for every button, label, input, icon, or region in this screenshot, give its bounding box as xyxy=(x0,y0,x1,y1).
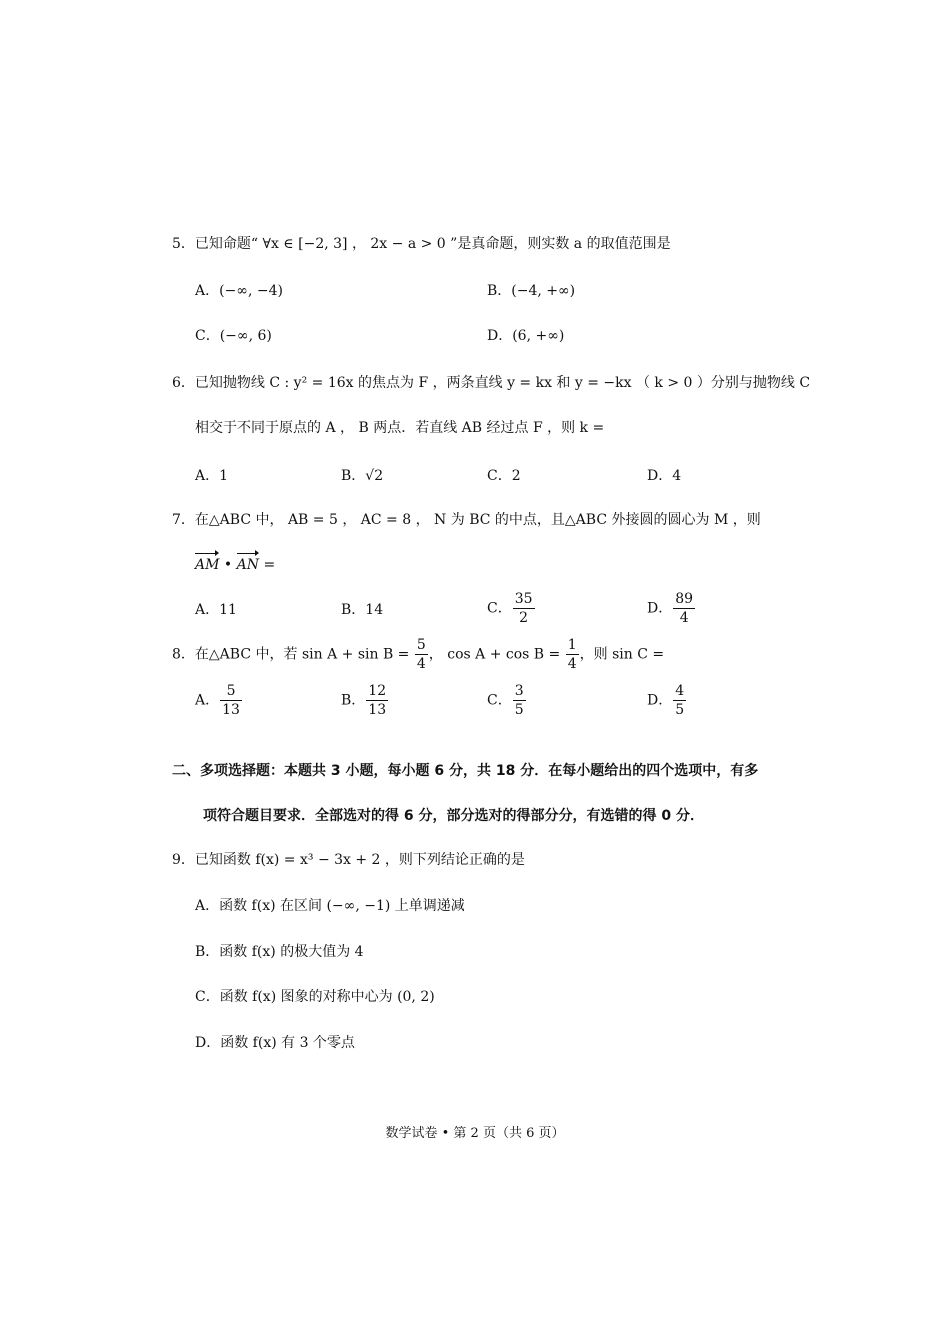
q8-option-d-label: D． xyxy=(647,692,673,709)
equals-sign: = xyxy=(263,557,276,573)
q8-option-d xyxy=(647,682,687,719)
q8-option-a-label: A． xyxy=(195,692,220,709)
q5-option-a: A．(−∞, −4) xyxy=(195,283,283,299)
numerator: 5 xyxy=(220,682,242,701)
denominator: 4 xyxy=(567,656,577,672)
q5-option-c: C．(−∞, 6) xyxy=(195,328,272,344)
q9-option-b: B．函数 f(x) 的极大值为 4 xyxy=(195,944,364,960)
denominator: 5 xyxy=(675,702,685,718)
denominator: 13 xyxy=(368,702,387,718)
q7-stem-line1: 7．在△ABC 中， AB = 5 ， AC = 8 ， N 为 BC 的中点，且△ABC 外接圆的圆心为 M ，则 xyxy=(172,512,761,528)
q8-stem-part-a: 8．在△ABC 中，若 sin A + sin B = xyxy=(172,646,410,663)
numerator: 35 xyxy=(514,591,533,607)
q8-stem xyxy=(172,636,664,673)
q6-option-d: D．4 xyxy=(647,468,682,484)
numerator: 4 xyxy=(675,683,685,699)
vector-an: AN xyxy=(236,557,259,573)
section-2-heading-line2: 项符合题目要求．全部选对的得 6 分，部分选对的得部分分，有选错的得 0 分． xyxy=(203,808,704,824)
q6-stem-line1: 6．已知抛物线 C : y² = 16x 的焦点为 F ，两条直线 y = kx 和 y = −kx （ k > 0 ）分别与抛物线 C xyxy=(172,375,811,391)
q8-fraction-2 xyxy=(566,636,579,673)
q7-option-d xyxy=(647,590,696,627)
numerator: 5 xyxy=(416,637,426,653)
q8-stem-part-c: ，则 sin C = xyxy=(579,646,665,663)
denominator: 4 xyxy=(416,656,426,672)
numerator: 12 xyxy=(368,683,387,699)
dot-operator: • xyxy=(223,557,233,573)
q7-option-a: A．11 xyxy=(195,602,237,618)
q8-option-b xyxy=(341,682,389,719)
numerator: 1 xyxy=(567,637,577,653)
q8-option-b-fraction xyxy=(366,682,388,719)
denominator: 13 xyxy=(222,702,240,718)
q5-stem: 5．已知命题“ ∀x ∈ [−2, 3] ， 2x − a > 0 ”是真命题，则实数 a 的取值范围是 xyxy=(172,236,671,252)
q8-option-c-fraction xyxy=(513,682,526,719)
q9-option-c: C．函数 f(x) 图象的对称中心为 (0, 2) xyxy=(195,989,435,1005)
q7-option-c-fraction xyxy=(513,590,535,627)
q8-fraction-1 xyxy=(415,636,428,673)
q8-option-c xyxy=(487,682,527,719)
denominator: 4 xyxy=(679,610,689,626)
q8-stem-part-b: ， cos A + cos B = xyxy=(428,646,561,663)
q8-option-c-label: C． xyxy=(487,692,512,709)
numerator: 3 xyxy=(514,683,524,699)
q7-option-d-fraction xyxy=(673,590,695,627)
q5-option-b: B．(−4, +∞) xyxy=(487,283,576,299)
section-2-heading-line1: 二、多项选择题：本题共 3 小题，每小题 6 分，共 18 分．在每小题给出的四个选项中，有多 xyxy=(172,763,759,779)
q7-option-c xyxy=(487,590,536,627)
q8-option-a xyxy=(195,682,243,719)
denominator: 5 xyxy=(514,702,524,718)
denominator: 2 xyxy=(519,610,529,626)
vector-am: AM xyxy=(195,557,220,573)
q7-option-b: B．14 xyxy=(341,602,384,618)
q8-option-a-fraction xyxy=(220,682,242,719)
q7-vector-product xyxy=(195,555,275,575)
q6-option-b xyxy=(341,466,383,486)
q5-option-d: D．(6, +∞) xyxy=(487,328,565,344)
q7-option-d-label: D． xyxy=(647,600,673,617)
q6-option-b-value: √2 xyxy=(365,468,384,484)
numerator: 89 xyxy=(675,591,694,607)
q8-option-d-fraction xyxy=(673,682,686,719)
q9-option-a: A．函数 f(x) 在区间 (−∞, −1) 上单调递减 xyxy=(195,898,465,914)
q6-option-b-label: B． xyxy=(341,468,366,484)
q6-option-c: C．2 xyxy=(487,468,521,484)
q8-option-b-label: B． xyxy=(341,692,366,709)
page-footer: 数学试卷 • 第 2 页（共 6 页） xyxy=(385,1126,565,1141)
q6-option-a: A．1 xyxy=(195,468,229,484)
q9-option-d: D．函数 f(x) 有 3 个零点 xyxy=(195,1035,355,1051)
q7-option-c-label: C． xyxy=(487,600,512,617)
q9-stem: 9．已知函数 f(x) = x³ − 3x + 2 ，则下列结论正确的是 xyxy=(172,852,525,868)
q6-stem-line2: 相交于不同于原点的 A ， B 两点．若直线 AB 经过点 F ，则 k = xyxy=(195,420,605,436)
